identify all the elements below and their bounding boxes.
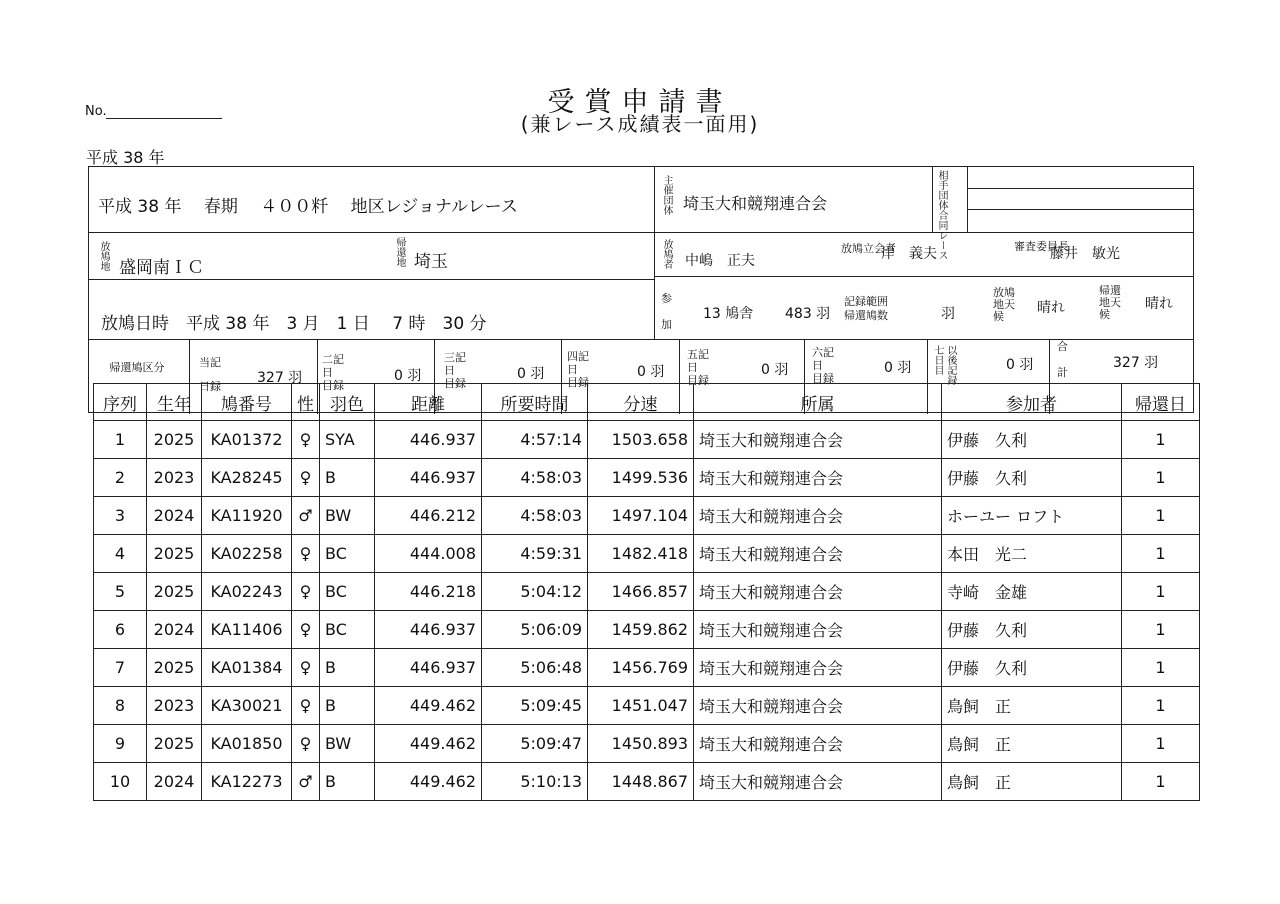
organizer-label: 主催団体: [661, 175, 672, 215]
witness-label: 放鳩立会者: [841, 242, 896, 255]
cell-color: B: [320, 763, 375, 801]
day2-value: 0 羽: [394, 368, 422, 384]
judge-label: 審査委員長: [1014, 240, 1069, 253]
day2-label-top: 二記: [322, 353, 344, 366]
total-value: 327 羽: [1113, 355, 1159, 371]
returned-count-unit: 羽: [941, 306, 955, 322]
cell-return-day: 1: [1122, 459, 1200, 497]
participation-label-top: 参: [661, 292, 672, 305]
releaser: 中嶋 正夫: [685, 253, 755, 269]
witness: 岸 義夫: [881, 246, 937, 262]
cell-birth-year: 2024: [147, 611, 202, 649]
total-label-top: 合: [1057, 340, 1068, 353]
cell-rank: 1: [94, 421, 147, 459]
cell-birth-year: 2025: [147, 421, 202, 459]
day5-label-bottom: 目録: [687, 374, 709, 387]
day3-label-mid: 日: [444, 364, 455, 377]
cell-band-number: KA11920: [202, 497, 292, 535]
joint-race-label: 相手団体合同レース: [936, 170, 947, 260]
cell-club: 埼玉大和競翔連合会: [694, 421, 942, 459]
cell-band-number: KA02243: [202, 573, 292, 611]
cell-sex: ♀: [292, 573, 320, 611]
cell-club: 埼玉大和競翔連合会: [694, 649, 942, 687]
day7-label-bottom: 以後記録: [945, 345, 956, 385]
day6-label-bottom: 目録: [812, 372, 834, 385]
table-row: [94, 497, 1200, 535]
cell-sex: ♀: [292, 687, 320, 725]
cell-flight-time: 5:09:47: [482, 725, 588, 763]
table-row: [94, 421, 1200, 459]
cell-birth-year: 2025: [147, 573, 202, 611]
race-info-block: [88, 166, 1194, 413]
cell-sex: ♀: [292, 535, 320, 573]
return-weather-label: 帰還地天候: [1099, 284, 1121, 321]
table-row: [94, 725, 1200, 763]
cell-sex: ♀: [292, 459, 320, 497]
document-title: 受賞申請書: [547, 87, 733, 118]
cell-rank: 8: [94, 687, 147, 725]
day5-value: 0 羽: [761, 362, 789, 378]
cell-velocity: 1466.857: [588, 573, 694, 611]
col-birth-year: 生年: [147, 384, 202, 421]
cell-velocity: 1497.104: [588, 497, 694, 535]
day3-label-top: 三記: [444, 351, 466, 364]
cell-return-day: 1: [1122, 421, 1200, 459]
cell-return-day: 1: [1122, 687, 1200, 725]
record-range-label: 記録範囲: [844, 295, 888, 308]
judge: 藤井 敏光: [1050, 246, 1120, 262]
cell-return-day: 1: [1122, 535, 1200, 573]
cell-color: BC: [320, 535, 375, 573]
cell-flight-time: 4:59:31: [482, 535, 588, 573]
cell-flight-time: 4:58:03: [482, 497, 588, 535]
cell-distance: 449.462: [375, 763, 482, 801]
cell-band-number: KA02258: [202, 535, 292, 573]
table-row: [94, 573, 1200, 611]
day6-label-mid: 日: [812, 359, 823, 372]
cell-sex: ♀: [292, 611, 320, 649]
document-subtitle: (兼レース成績表一面用): [520, 112, 760, 136]
day2-label-mid: 日: [322, 366, 333, 379]
table-row: [94, 459, 1200, 497]
race-name: 平成 38 年 春期 ４００粁 地区レジョナルレース: [98, 197, 518, 217]
cell-club: 埼玉大和競翔連合会: [694, 535, 942, 573]
cell-color: BW: [320, 497, 375, 535]
cell-flight-time: 5:06:09: [482, 611, 588, 649]
cell-club: 埼玉大和競翔連合会: [694, 573, 942, 611]
col-sex: 性: [292, 384, 320, 421]
cell-flight-time: 5:04:12: [482, 573, 588, 611]
cell-color: SYA: [320, 421, 375, 459]
return-class-label: 帰還鳩区分: [109, 361, 165, 374]
loft-count: 13 鳩舎: [703, 306, 754, 322]
cell-sex: ♀: [292, 421, 320, 459]
table-row: [94, 535, 1200, 573]
day1-value: 327 羽: [257, 370, 303, 386]
cell-return-day: 1: [1122, 649, 1200, 687]
cell-color: B: [320, 459, 375, 497]
cell-participant: 本田 光二: [942, 535, 1122, 573]
col-rank: 序列: [94, 384, 147, 421]
cell-return-day: 1: [1122, 573, 1200, 611]
col-distance: 距離: [375, 384, 482, 421]
day4-label-top: 四記: [567, 350, 589, 363]
cell-flight-time: 4:57:14: [482, 421, 588, 459]
cell-band-number: KA30021: [202, 687, 292, 725]
cell-velocity: 1482.418: [588, 535, 694, 573]
cell-color: B: [320, 649, 375, 687]
cell-participant: 鳥飼 正: [942, 687, 1122, 725]
table-row: [94, 649, 1200, 687]
return-place: 埼玉: [414, 252, 448, 272]
day4-label-bottom: 目録: [567, 376, 589, 389]
day5-label-mid: 日: [687, 361, 698, 374]
cell-return-day: 1: [1122, 611, 1200, 649]
day3-label-bottom: 目録: [444, 377, 466, 390]
cell-participant: 鳥飼 正: [942, 763, 1122, 801]
cell-rank: 7: [94, 649, 147, 687]
bird-count: 483 羽: [785, 306, 831, 322]
cell-participant: 寺崎 金雄: [942, 573, 1122, 611]
cell-return-day: 1: [1122, 497, 1200, 535]
cell-birth-year: 2024: [147, 497, 202, 535]
cell-velocity: 1448.867: [588, 763, 694, 801]
cell-birth-year: 2025: [147, 649, 202, 687]
cell-sex: ♂: [292, 763, 320, 801]
cell-club: 埼玉大和競翔連合会: [694, 459, 942, 497]
cell-velocity: 1459.862: [588, 611, 694, 649]
col-velocity: 分速: [588, 384, 694, 421]
cell-distance: 446.937: [375, 611, 482, 649]
cell-sex: ♂: [292, 497, 320, 535]
table-row: [94, 611, 1200, 649]
releaser-label: 放鳩者: [661, 239, 672, 269]
cell-flight-time: 5:06:48: [482, 649, 588, 687]
cell-sex: ♀: [292, 649, 320, 687]
day6-label-top: 六記: [812, 346, 834, 359]
cell-rank: 5: [94, 573, 147, 611]
release-place-label: 放鳩地: [98, 241, 109, 271]
cell-club: 埼玉大和競翔連合会: [694, 497, 942, 535]
cell-rank: 3: [94, 497, 147, 535]
cell-band-number: KA12273: [202, 763, 292, 801]
day7-value: 0 羽: [1006, 357, 1034, 373]
cell-band-number: KA28245: [202, 459, 292, 497]
number-field-line: [106, 118, 222, 119]
cell-participant: 伊藤 久利: [942, 649, 1122, 687]
total-label-bottom: 計: [1057, 366, 1068, 379]
cell-birth-year: 2023: [147, 459, 202, 497]
col-return-day: 帰還日: [1122, 384, 1200, 421]
cell-birth-year: 2025: [147, 725, 202, 763]
returned-count-label: 帰還鳩数: [844, 309, 888, 322]
cell-distance: 449.462: [375, 687, 482, 725]
cell-rank: 4: [94, 535, 147, 573]
release-datetime: 放鳩日時 平成 38 年 3 月 1 日 7 時 30 分: [101, 314, 487, 334]
organizer: 埼玉大和競翔連合会: [683, 194, 828, 213]
table-row: [94, 687, 1200, 725]
cell-birth-year: 2023: [147, 687, 202, 725]
cell-club: 埼玉大和競翔連合会: [694, 725, 942, 763]
cell-flight-time: 5:10:13: [482, 763, 588, 801]
cell-participant: ホーユー ロフト: [942, 497, 1122, 535]
cell-distance: 444.008: [375, 535, 482, 573]
day3-value: 0 羽: [517, 366, 545, 382]
cell-participant: 鳥飼 正: [942, 725, 1122, 763]
cell-distance: 446.218: [375, 573, 482, 611]
release-place: 盛岡南ＩＣ: [119, 258, 204, 278]
cell-distance: 449.462: [375, 725, 482, 763]
cell-distance: 446.212: [375, 497, 482, 535]
cell-rank: 2: [94, 459, 147, 497]
cell-band-number: KA11406: [202, 611, 292, 649]
release-weather-label: 放鳩地天候: [993, 286, 1015, 323]
day6-value: 0 羽: [884, 360, 912, 376]
table-row: [94, 763, 1200, 801]
cell-rank: 6: [94, 611, 147, 649]
cell-participant: 伊藤 久利: [942, 421, 1122, 459]
cell-participant: 伊藤 久利: [942, 459, 1122, 497]
return-weather: 晴れ: [1145, 296, 1173, 312]
cell-return-day: 1: [1122, 725, 1200, 763]
cell-club: 埼玉大和競翔連合会: [694, 763, 942, 801]
cell-velocity: 1503.658: [588, 421, 694, 459]
release-weather: 晴れ: [1037, 300, 1065, 316]
cell-distance: 446.937: [375, 649, 482, 687]
return-place-label: 帰還地: [394, 237, 405, 267]
col-participant: 参加者: [942, 384, 1122, 421]
cell-velocity: 1456.769: [588, 649, 694, 687]
cell-band-number: KA01384: [202, 649, 292, 687]
cell-color: BW: [320, 725, 375, 763]
cell-color: B: [320, 687, 375, 725]
cell-birth-year: 2025: [147, 535, 202, 573]
cell-rank: 9: [94, 725, 147, 763]
cell-band-number: KA01850: [202, 725, 292, 763]
cell-return-day: 1: [1122, 763, 1200, 801]
day4-label-mid: 日: [567, 363, 578, 376]
col-color: 羽色: [320, 384, 375, 421]
cell-sex: ♀: [292, 725, 320, 763]
day7-label-top: 七日目: [932, 345, 943, 375]
cell-color: BC: [320, 611, 375, 649]
era-year: 平成 38 年: [86, 148, 165, 167]
day2-label-bottom: 目録: [322, 379, 344, 392]
col-flight-time: 所要時間: [482, 384, 588, 421]
cell-velocity: 1450.893: [588, 725, 694, 763]
number-label: No.: [85, 104, 107, 119]
cell-birth-year: 2024: [147, 763, 202, 801]
col-band-number: 鳩番号: [202, 384, 292, 421]
cell-flight-time: 5:09:45: [482, 687, 588, 725]
cell-participant: 伊藤 久利: [942, 611, 1122, 649]
cell-velocity: 1499.536: [588, 459, 694, 497]
participation-label-bottom: 加: [661, 318, 672, 331]
cell-distance: 446.937: [375, 459, 482, 497]
col-club: 所属: [694, 384, 942, 421]
cell-club: 埼玉大和競翔連合会: [694, 611, 942, 649]
table-header-row: [94, 384, 1200, 421]
cell-flight-time: 4:58:03: [482, 459, 588, 497]
cell-color: BC: [320, 573, 375, 611]
cell-club: 埼玉大和競翔連合会: [694, 687, 942, 725]
day1-label-top: 当記: [199, 356, 221, 369]
day4-value: 0 羽: [637, 364, 665, 380]
cell-rank: 10: [94, 763, 147, 801]
day1-label-bottom: 日録: [199, 380, 221, 393]
day5-label-top: 五記: [687, 348, 709, 361]
cell-band-number: KA01372: [202, 421, 292, 459]
cell-velocity: 1451.047: [588, 687, 694, 725]
cell-distance: 446.937: [375, 421, 482, 459]
